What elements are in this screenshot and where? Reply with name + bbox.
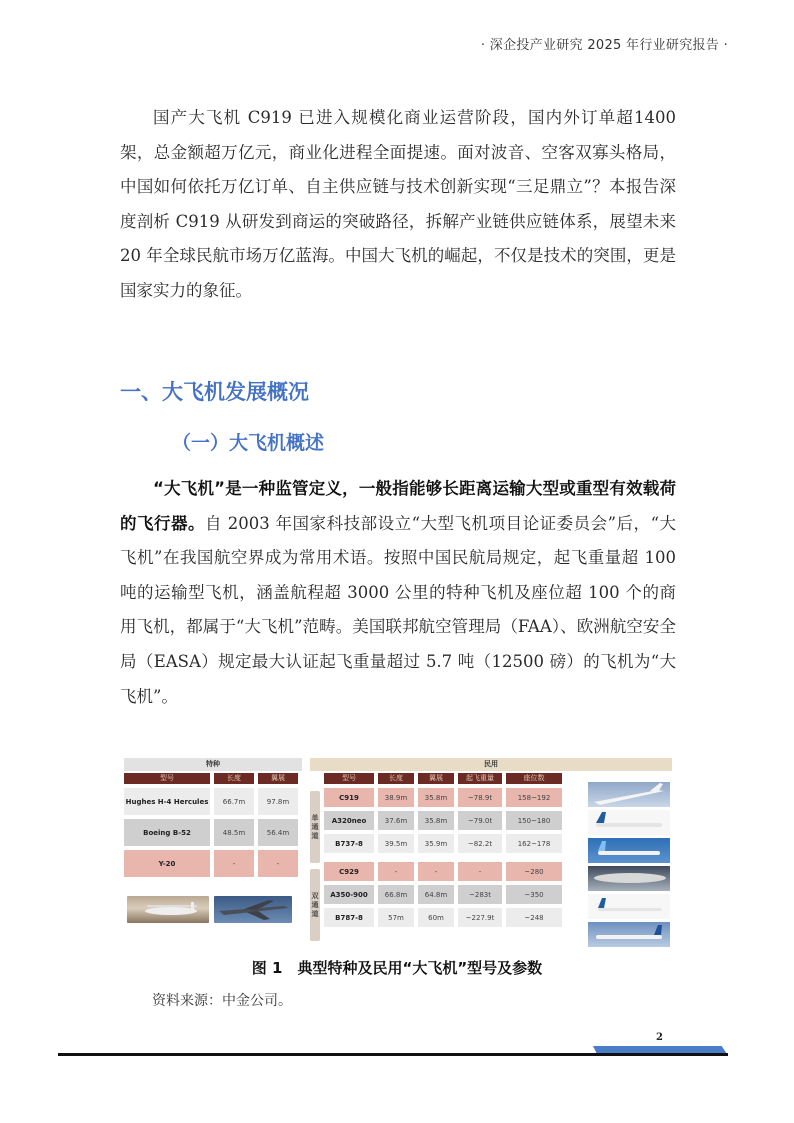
group-label-twin-aisle: 双通道 (310, 869, 320, 941)
length-cell: 38.9m (378, 788, 414, 807)
length-cell: - (214, 850, 254, 877)
header-span: 翼展 (418, 773, 454, 784)
length-cell: 66.8m (378, 885, 414, 904)
span-cell: 60m (418, 908, 454, 927)
model-cell: Hughes H-4 Hercules (124, 788, 210, 815)
span-cell: - (258, 850, 298, 877)
header-seats: 座位数 (506, 773, 562, 784)
c919-photo (588, 782, 670, 807)
seats-cell: ~248 (506, 908, 562, 927)
length-cell: 39.5m (378, 834, 414, 853)
table-row (124, 819, 302, 846)
page-number: 2 (656, 1032, 663, 1043)
a320neo-photo (588, 810, 670, 835)
length-cell: 57m (378, 908, 414, 927)
model-cell: C929 (324, 862, 374, 881)
airliner-icon (588, 866, 670, 891)
model-cell: B787-8 (324, 908, 374, 927)
length-cell: 48.5m (214, 819, 254, 846)
seaplane-icon (127, 896, 209, 923)
model-cell: Boeing B-52 (124, 819, 210, 846)
length-cell: - (378, 862, 414, 881)
section-heading: 一、大飞机发展概况 (120, 380, 309, 404)
aircraft-photos (588, 782, 670, 947)
airliner-icon (588, 838, 670, 863)
hercules-photo (127, 896, 209, 923)
header-model: 型号 (324, 773, 374, 784)
airliner-icon (588, 922, 670, 947)
special-aircraft-table (124, 758, 302, 877)
span-cell: 35.8m (418, 788, 454, 807)
bomber-icon (214, 896, 292, 923)
bold-lead: “大飞机”是一种监管定义，一般指能够长距离运输大型或重型有效载荷的飞行器。 (120, 479, 676, 533)
b787-photo (588, 922, 670, 947)
civil-band: 民用 (310, 758, 672, 771)
header-length: 长度 (378, 773, 414, 784)
weight-cell: ~227.9t (458, 908, 502, 927)
figure-aircraft-table (124, 758, 672, 944)
weight-cell: ~78.9t (458, 788, 502, 807)
model-cell: A350-900 (324, 885, 374, 904)
span-cell: 56.4m (258, 819, 298, 846)
intro-paragraph: 国产大飞机 C919 已进入规模化商业运营阶段，国内外订单超1400 架，总金额超万亿元，商业化进程全面提速。面对波音、空客双寡头格局，中国如何依托万亿订单、自主供应链与技术创新实现“三足鼎立”？本报告深度剖析 C919 从研发到商运的突破路径，拆解产业链供应链体系，展望未来 20 年全球民航市场万亿蓝海。中国大飞机的崛起，不仅是技术的突围，更是国家实力的象征。 (120, 108, 676, 300)
c929-photo (588, 866, 670, 891)
span-cell: - (418, 862, 454, 881)
weight-cell: ~79.0t (458, 811, 502, 830)
airliner-icon (588, 782, 670, 807)
subsection-heading: （一）大飞机概述 (172, 432, 325, 454)
airliner-icon (588, 894, 670, 919)
group-label-single-aisle: 单通道 (310, 791, 320, 863)
weight-cell: ~283t (458, 885, 502, 904)
table-row (124, 850, 302, 877)
header-model: 型号 (124, 773, 210, 784)
model-cell: Y-20 (124, 850, 210, 877)
footer-rule (58, 1053, 728, 1056)
definition-text: 自 2003 年国家科技部设立“大型飞机项目论证委员会”后，“大飞机”在我国航空界成为常用术语。按照中国民航局规定，起飞重量超 100 吨的运输型飞机，涵盖航程超 3000 公里的特种飞机及座位超 100 个的商用飞机，都属于“大飞机”范畴。美国联邦航空管理局（FAA）、欧洲航空安全局（EASA）规定最大认证起飞重量超过 5.7 吨（12500 磅）的飞机为“大飞机”。 (120, 513, 677, 706)
special-band: 特种 (124, 758, 302, 771)
model-cell: A320neo (324, 811, 374, 830)
seats-cell: 150~180 (506, 811, 562, 830)
running-header: · 深企投产业研究 2025 年行业研究报告 · (480, 38, 728, 53)
airliner-icon (588, 810, 670, 835)
span-cell: 35.9m (418, 834, 454, 853)
span-cell: 64.8m (418, 885, 454, 904)
source-note: 资料来源：中金公司。 (152, 993, 292, 1009)
civil-aircraft-table (310, 758, 672, 927)
seats-cell: ~350 (506, 885, 562, 904)
span-cell: 35.8m (418, 811, 454, 830)
header-span: 翼展 (258, 773, 298, 784)
model-cell: B737-8 (324, 834, 374, 853)
span-cell: 97.8m (258, 788, 298, 815)
special-header-row (124, 773, 302, 784)
seats-cell: 162~178 (506, 834, 562, 853)
seats-cell: 158~192 (506, 788, 562, 807)
weight-cell: - (458, 862, 502, 881)
length-cell: 37.6m (378, 811, 414, 830)
header-length: 长度 (214, 773, 254, 784)
a350-photo (588, 894, 670, 919)
definition-paragraph (120, 472, 676, 714)
figure-caption: 图 1 典型特种及民用“大飞机”型号及参数 (251, 959, 543, 977)
b737-photo (588, 838, 670, 863)
weight-cell: ~82.2t (458, 834, 502, 853)
seats-cell: ~280 (506, 862, 562, 881)
b52-photo (214, 896, 292, 923)
header-weight: 起飞重量 (458, 773, 502, 784)
model-cell: C919 (324, 788, 374, 807)
length-cell: 66.7m (214, 788, 254, 815)
table-row (124, 788, 302, 815)
